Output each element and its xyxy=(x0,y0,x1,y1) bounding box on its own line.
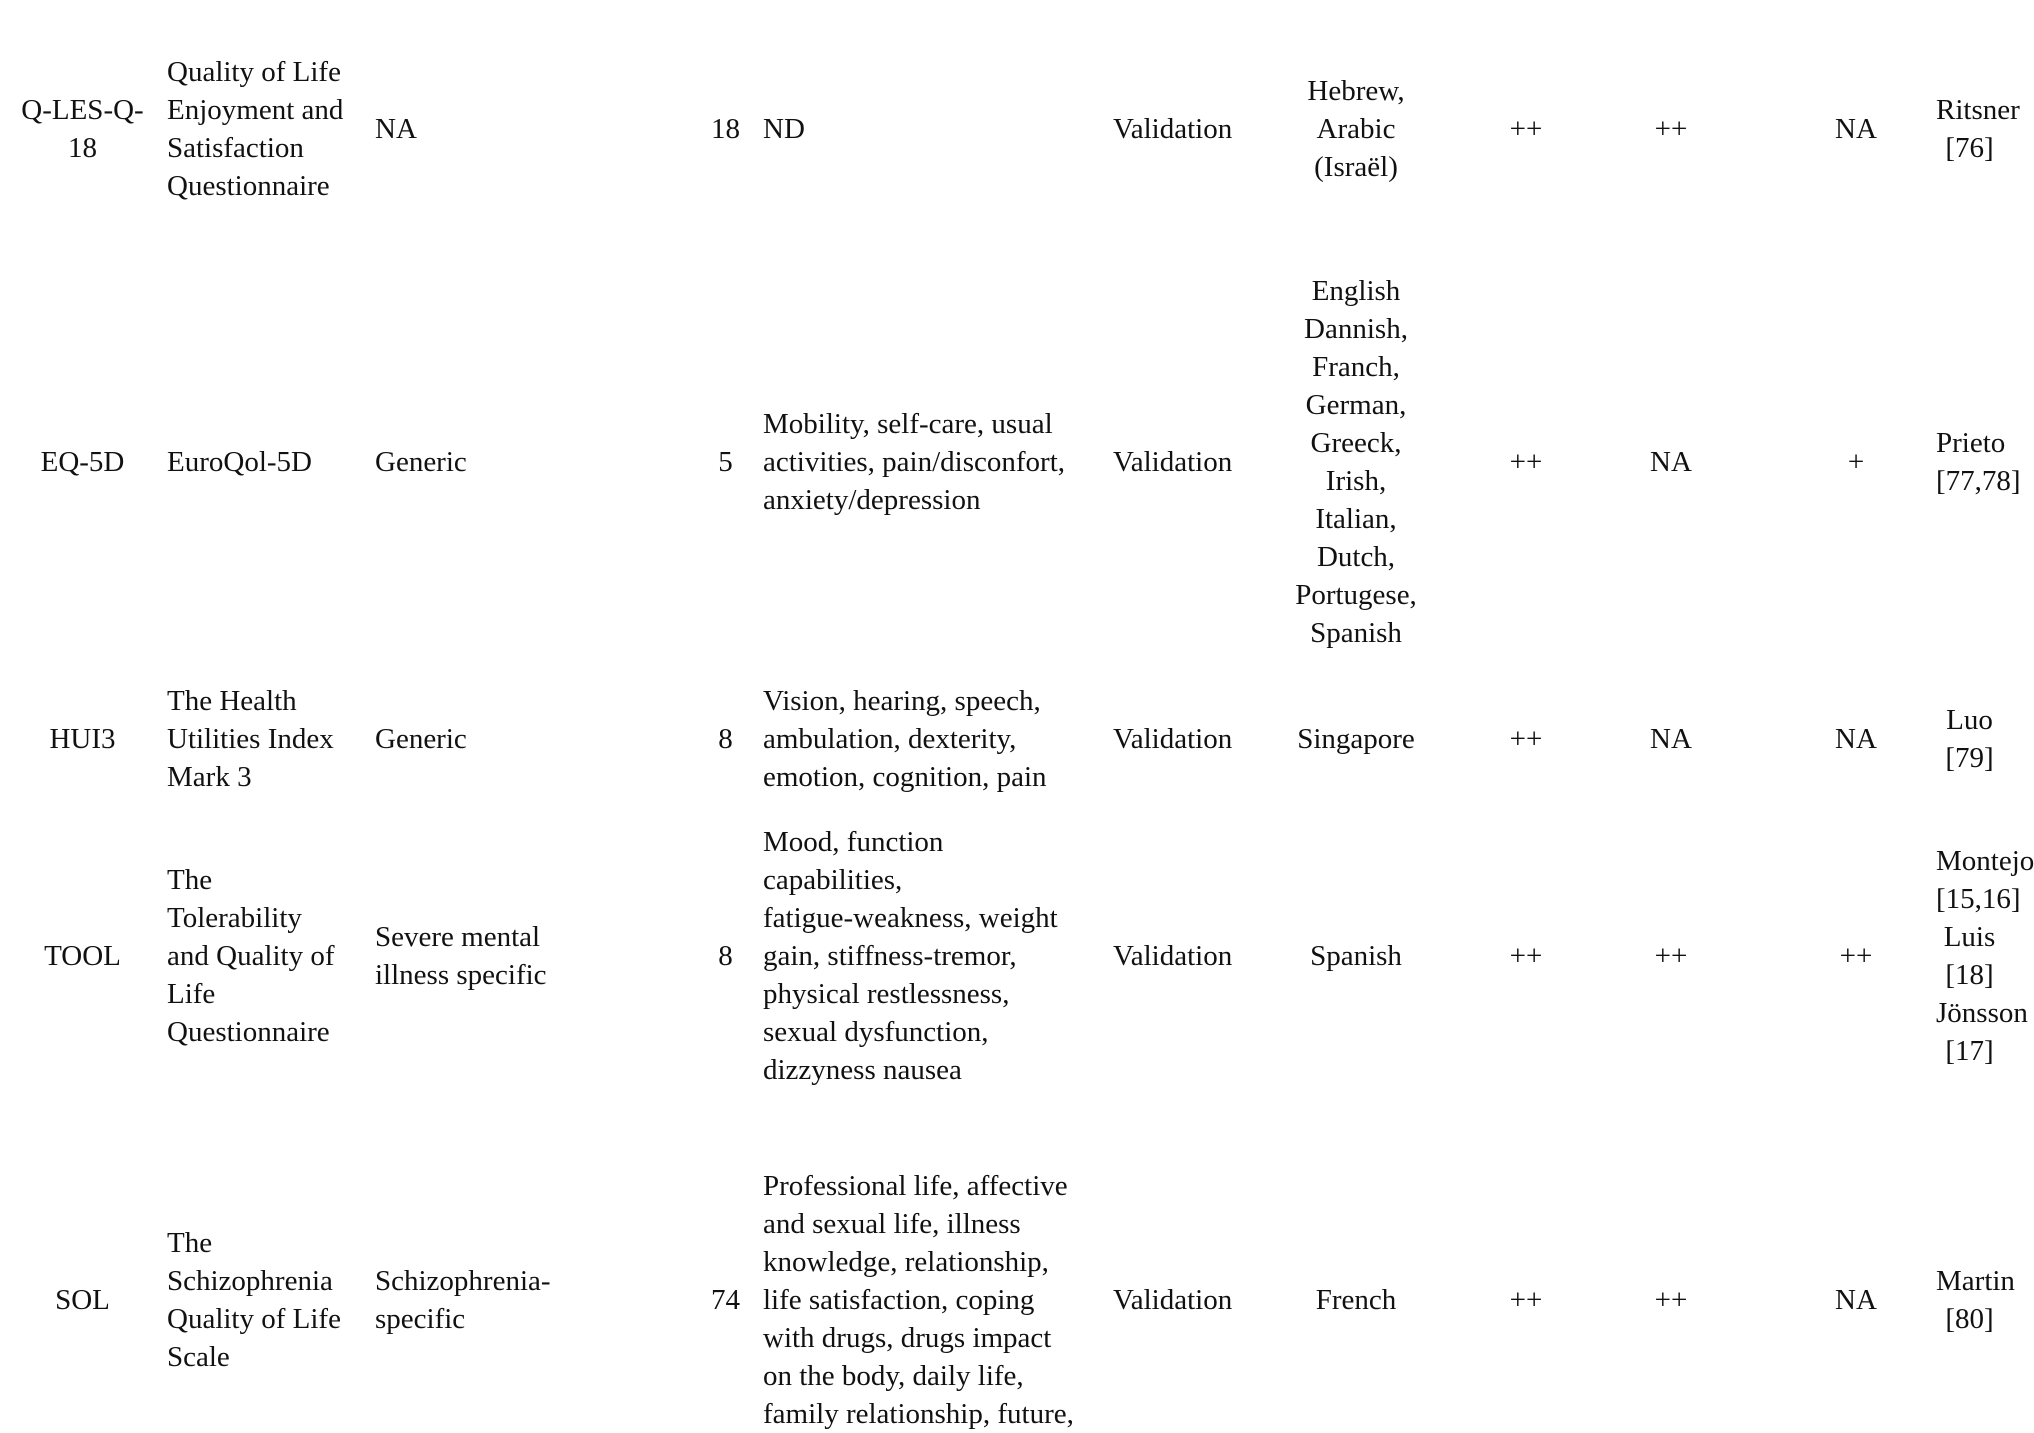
reference-cell-line: [17] xyxy=(1945,1035,1994,1067)
instrument-type-cell xyxy=(373,720,708,758)
domains-cell-line: Mood, function xyxy=(763,826,944,858)
instrument-name-cell-line: Scale xyxy=(167,1341,230,1373)
validity-cell: ++ xyxy=(1654,113,1688,145)
reference-cell-line: Jönsson xyxy=(1936,997,2028,1029)
instrument-type-cell-line: illness specific xyxy=(375,959,547,991)
table-row xyxy=(0,823,2034,1089)
reliability-cell: ++ xyxy=(1509,940,1543,972)
languages-cell-line: Dannish, xyxy=(1304,313,1408,345)
table-row xyxy=(0,1167,2015,1433)
instrument-name-cell-line: EuroQol-5D xyxy=(167,446,312,478)
languages-cell xyxy=(1266,937,1446,975)
instrument-type-cell-line: specific xyxy=(375,1303,466,1335)
languages-cell-line: French xyxy=(1315,1284,1397,1316)
domains-cell-line: capabilities, xyxy=(763,864,903,896)
reference-cell xyxy=(1936,701,2003,777)
item-count-cell: 18 xyxy=(711,113,740,145)
languages-cell-line: German, xyxy=(1305,389,1407,421)
reference-cell-line: [18] xyxy=(1945,959,1994,991)
instrument-name-cell xyxy=(165,861,373,1051)
domains-cell-line: fatigue-weakness, weight xyxy=(763,902,1058,934)
instrument-type-cell-line: Generic xyxy=(375,723,467,755)
reference-cell xyxy=(1936,842,2034,1070)
domains-cell xyxy=(743,682,1113,796)
instrument-name-cell-line: Tolerability xyxy=(167,902,302,934)
instrument-type-cell xyxy=(373,110,708,148)
languages-cell-line: Franch, xyxy=(1312,351,1400,383)
domains-cell-line: sexual dysfunction, xyxy=(763,1016,989,1048)
sensitivity-cell: ++ xyxy=(1839,940,1873,972)
domains-cell-line: activities, pain/disconfort, xyxy=(763,446,1066,478)
reference-cell-line: [15,16] xyxy=(1936,883,2021,915)
languages-cell xyxy=(1266,720,1446,758)
instrument-type-cell xyxy=(373,918,708,994)
abbreviation-cell xyxy=(0,720,165,758)
domains-cell-line: Vision, hearing, speech, xyxy=(763,685,1041,717)
domains-cell-line: dizzyness nausea xyxy=(763,1054,962,1086)
sensitivity-cell: NA xyxy=(1835,113,1877,145)
instrument-type-cell xyxy=(373,443,708,481)
languages-cell-line: English xyxy=(1311,275,1401,307)
instrument-name-cell-line: Questionnaire xyxy=(167,170,330,202)
languages-cell-line: Spanish xyxy=(1310,617,1402,649)
languages-cell-line: Hebrew, xyxy=(1307,75,1405,107)
instrument-name-cell xyxy=(165,443,373,481)
domains-cell-line: on the body, daily life, xyxy=(763,1360,1024,1392)
reference-cell-line: Ritsner [76] xyxy=(1936,94,2020,164)
languages-cell-line: Irish, xyxy=(1325,465,1387,497)
domains-cell-line: with drugs, drugs impact xyxy=(763,1322,1052,1354)
domains-cell xyxy=(743,1167,1113,1433)
languages-cell-line: (Israël) xyxy=(1314,151,1398,183)
study-type-cell: Validation xyxy=(1113,1284,1233,1316)
domains-cell-line: life satisfaction, coping xyxy=(763,1284,1035,1316)
instrument-name-cell-line: Mark 3 xyxy=(167,761,252,793)
instrument-name-cell-line: Questionnaire xyxy=(167,1016,330,1048)
validity-cell: ++ xyxy=(1654,1284,1688,1316)
reference-cell-line: Montejo xyxy=(1936,845,2034,877)
validity-cell: NA xyxy=(1650,723,1692,755)
instrument-name-cell-line: Enjoyment and xyxy=(167,94,344,126)
validity-cell: NA xyxy=(1650,446,1692,478)
instrument-name-cell-line: Quality of Life xyxy=(167,56,341,88)
instrument-name-cell-line: Utilities Index xyxy=(167,723,334,755)
abbreviation-cell-line: Q-LES-Q- xyxy=(21,94,144,126)
instrument-type-cell-line: Schizophrenia- xyxy=(375,1265,551,1297)
domains-cell-line: physical restlessness, xyxy=(763,978,1010,1010)
instrument-name-cell xyxy=(165,682,373,796)
languages-cell-line: Spanish xyxy=(1310,940,1402,972)
domains-cell-line: ND xyxy=(763,113,805,145)
domains-cell-line: Professional life, affective xyxy=(763,1170,1068,1202)
domains-cell xyxy=(743,405,1113,519)
languages-cell xyxy=(1266,1281,1446,1319)
item-count-cell: 8 xyxy=(718,723,733,755)
domains-cell-line: knowledge, relationship, xyxy=(763,1246,1049,1278)
languages-cell-line: Arabic xyxy=(1316,113,1396,145)
instrument-name-cell-line: Quality of Life xyxy=(167,1303,341,1335)
abbreviation-cell-line: EQ-5D xyxy=(40,446,125,478)
reference-cell-line: Luis xyxy=(1943,921,1996,953)
sensitivity-cell: NA xyxy=(1835,1284,1877,1316)
abbreviation-cell xyxy=(0,91,165,167)
languages-cell-line: Portugese, xyxy=(1295,579,1417,611)
instrument-name-cell-line: and Quality of xyxy=(167,940,335,972)
reference-cell xyxy=(1936,424,2021,500)
sensitivity-cell: + xyxy=(1847,446,1865,478)
domains-cell-line: family relationship, future, xyxy=(763,1398,1074,1430)
study-type-cell: Validation xyxy=(1113,940,1233,972)
abbreviation-cell-line: 18 xyxy=(68,132,97,164)
languages-cell-line: Italian, xyxy=(1315,503,1397,535)
sensitivity-cell: NA xyxy=(1835,723,1877,755)
domains-cell-line: ambulation, dexterity, xyxy=(763,723,1017,755)
languages-cell-line: Dutch, xyxy=(1316,541,1396,573)
reliability-cell: ++ xyxy=(1509,113,1543,145)
item-count-cell: 8 xyxy=(718,940,733,972)
item-count-cell: 5 xyxy=(718,446,733,478)
domains-cell-line: gain, stiffness-tremor, xyxy=(763,940,1017,972)
reference-cell xyxy=(1936,1262,2015,1338)
instrument-name-cell-line: The Health xyxy=(167,685,297,717)
reference-cell xyxy=(1936,91,2020,167)
instrument-type-cell xyxy=(373,1262,708,1338)
instrument-name-cell-line: Life xyxy=(167,978,216,1010)
languages-cell xyxy=(1266,272,1446,652)
reliability-cell: ++ xyxy=(1509,446,1543,478)
reference-cell-line: Luo [79] xyxy=(1945,704,1994,774)
instrument-type-cell-line: Generic xyxy=(375,446,467,478)
reference-cell-line: [77,78] xyxy=(1936,465,2021,497)
instrument-name-cell xyxy=(165,1224,373,1376)
abbreviation-cell xyxy=(0,443,165,481)
instrument-name-cell-line: Schizophrenia xyxy=(167,1265,333,1297)
reference-cell-line: Martin [80] xyxy=(1936,1265,2015,1335)
instrument-name-cell xyxy=(165,53,373,205)
domains-cell-line: and sexual life, illness xyxy=(763,1208,1021,1240)
instrument-name-cell-line: The xyxy=(167,864,213,896)
abbreviation-cell-line: HUI3 xyxy=(49,723,116,755)
domains-cell-line: anxiety/depression xyxy=(763,484,981,516)
instrument-type-cell-line: NA xyxy=(375,113,417,145)
study-type-cell: Validation xyxy=(1113,446,1233,478)
item-count-cell: 74 xyxy=(711,1284,740,1316)
abbreviation-cell-line: TOOL xyxy=(44,940,121,972)
domains-cell-line: Mobility, self-care, usual xyxy=(763,408,1053,440)
validity-cell: ++ xyxy=(1654,940,1688,972)
abbreviation-cell xyxy=(0,937,165,975)
domains-cell xyxy=(743,110,1113,148)
languages-cell xyxy=(1266,72,1446,186)
reliability-cell: ++ xyxy=(1509,723,1543,755)
table-row xyxy=(0,53,2020,205)
abbreviation-cell xyxy=(0,1281,165,1319)
instrument-name-cell-line: The xyxy=(167,1227,213,1259)
languages-cell-line: Greeck, xyxy=(1310,427,1402,459)
reliability-cell: ++ xyxy=(1509,1284,1543,1316)
study-type-cell: Validation xyxy=(1113,723,1233,755)
domains-cell-line: emotion, cognition, pain xyxy=(763,761,1047,793)
instrument-name-cell-line: Satisfaction xyxy=(167,132,304,164)
table-row xyxy=(0,272,2021,652)
table-row xyxy=(0,682,2003,796)
reference-cell-line: Prieto xyxy=(1936,427,2006,459)
languages-cell-line: Singapore xyxy=(1297,723,1415,755)
study-type-cell: Validation xyxy=(1113,113,1233,145)
instrument-type-cell-line: Severe mental xyxy=(375,921,541,953)
abbreviation-cell-line: SOL xyxy=(55,1284,110,1316)
domains-cell xyxy=(743,823,1113,1089)
